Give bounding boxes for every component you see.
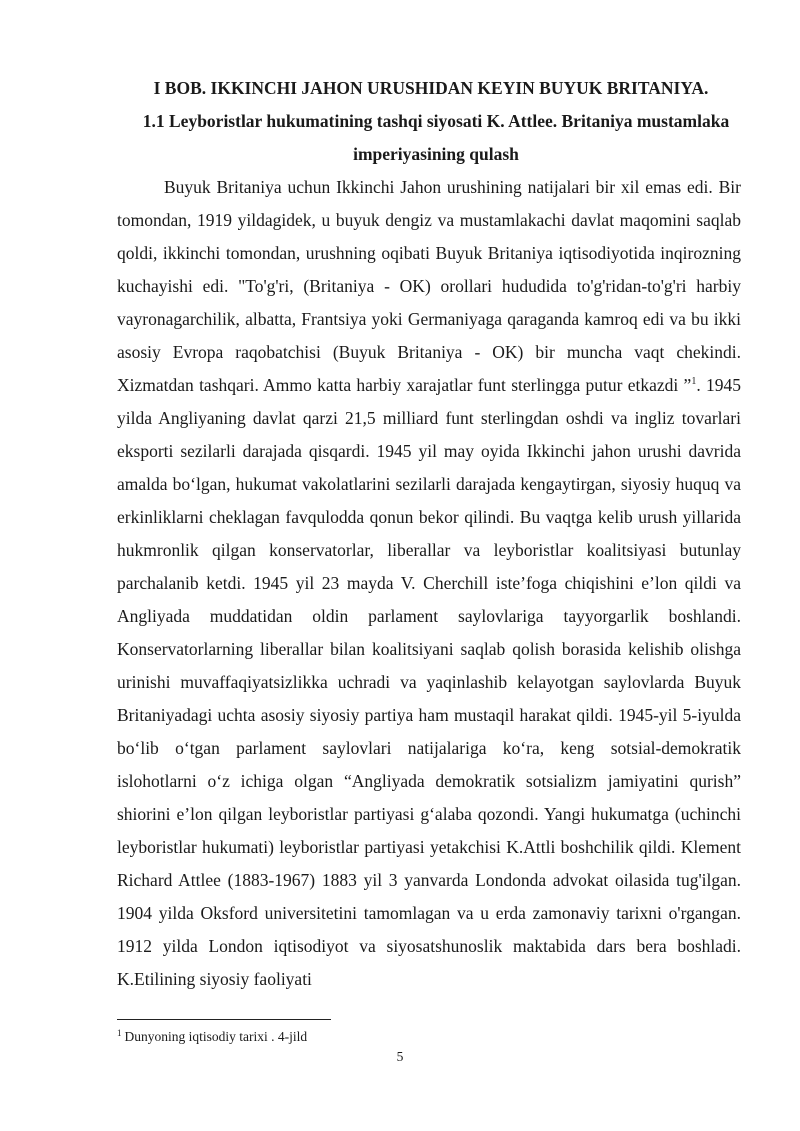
page-number: 5 [396,1049,404,1064]
footnote-reference[interactable]: 1 [691,376,697,388]
footnote-mark: 1 [117,1027,122,1038]
document-page [117,72,741,996]
body-text-part-2: . 1945 yilda Angliyaning davlat qarzi 21,5 milliard funt sterlingdan oshdi va ingliz tovarlari eksporti sezilarli darajada qisqardi. 1945 yil may oyida Ikkinchi jahon urushi davrida amalda bo‘lgan, hukumat vakolatlarini sezilarli darajada kengaytirgan, siyosiy huquq va erkinliklarni cheklagan favqulodda qonun bekor qilindi. Bu vaqtga kelib urush yillarida hukmronlik qilgan konservatorlar, liberallar va leyboristlar koalitsiyasi butunlay parchalanib ketdi. 1945 yil 23 mayda V. Cherchill iste’foga chiqishini e’lon qildi va Angliyada muddatidan oldin parlament saylovlariga tayyorgarlik boshlandi. Konservatorlarning liberallar bilan koalitsiyani saqlab qolish borasida kelishib olishga urinishi muvaffaqiyatsizlikka uchradi va yaqinlashib kelayotgan saylovlarda Buyuk Britaniyadagi uchta asosiy siyosiy partiya ham mustaqil harakat qildi. 1945-yil 5-iyulda bo‘lib o‘tgan parlament saylovlari natijalariga ko‘ra, keng sotsial-demokratik islohotlarni o‘z ichiga olgan “Angliyada demokratik sotsializm jamiyatini qurish” shiorini e’lon qilgan leyboristlar partiyasi g‘alaba qozondi. Yangi hukumatga (uchinchi leyboristlar hukumati) leyboristlar partiyasi yetakchisi K.Attli boshchilik qildi. Klement Richard Attlee (1883-1967) 1883 yil 3 yanvarda Londonda advokat oilasida tug'ilgan. 1904 yilda Oksford universitetini tamomlagan va u erda zamonaviy tarixni o'rgangan. 1912 yilda London iqtisodiyot va siyosatshunoslik maktabida dars bera boshladi. K.Etilining siyosiy faoliyati [117,375,742,989]
footnote-text: Dunyoning iqtisodiy tarixi . 4-jild [124,1029,308,1044]
footnote-separator [117,1019,331,1020]
chapter-title: I BOB. IKKINCHI JAHON URUSHIDAN KEYIN BUYUK BRITANIYA. [153,78,709,98]
footnote [117,1028,307,1046]
body-paragraph [117,171,741,996]
section-title: 1.1 Leyboristlar hukumatining tashqi siyosati K. Attlee. Britaniya mustamlaka imperiyasining qulash [142,111,730,164]
body-text-part-1: Buyuk Britaniya uchun Ikkinchi Jahon urushining natijalari bir xil emas edi. Bir tomondan, 1919 yildagidek, u buyuk dengiz va mustamlakachi davlat maqomini saqlab qoldi, ikkinchi tomondan, urushning oqibati Buyuk Britaniya iqtisodiyotida inqirozning kuchayishi edi. "To'g'ri, (Britaniya - OK) orollari hududida to'g'ridan-to'g'ri harbiy vayronagarchilik, albatta, Frantsiya yoki Germaniyaga qaraganda kamroq edi va bu ikki asosiy Evropa raqobatchisi (Buyuk Britaniya - OK) bir muncha vaqt chekindi. Xizmatdan tashqari. Ammo katta harbiy xarajatlar funt sterlingga putur etkazdi ” [117,177,741,395]
